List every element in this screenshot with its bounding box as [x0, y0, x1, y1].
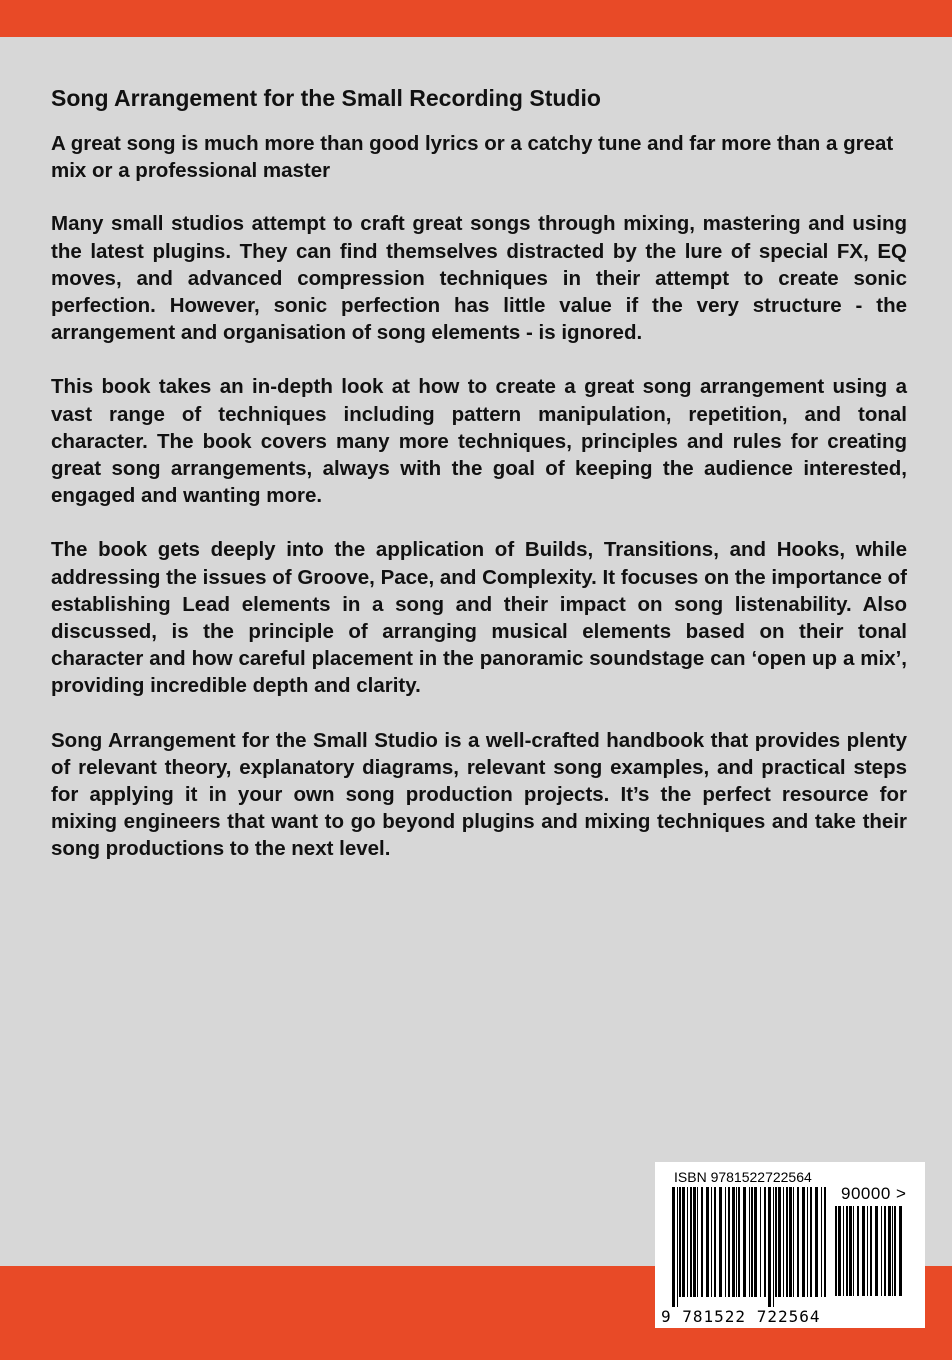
- price-code: 90000 >: [841, 1184, 907, 1203]
- book-title: Song Arrangement for the Small Recording Studio: [51, 85, 601, 111]
- barcode-bar: [862, 1206, 865, 1296]
- barcode-bar: [697, 1187, 698, 1297]
- barcode-bar: [749, 1187, 750, 1297]
- barcode-bar: [843, 1206, 844, 1296]
- barcode-bar: [786, 1187, 788, 1297]
- barcode-bar: [884, 1206, 886, 1296]
- top-color-band: [0, 0, 952, 37]
- description-paragraph-1: Many small studios attempt to craft great songs through mixing, mastering and using the latest plugins. They can find themselves distracted by the lure of special FX, EQ moves, and advanced compression techniques in their attempt to create sonic perfection. However, sonic perfection has little value if the very structure - the arrangement and organisation of song elements - is ignored.: [51, 212, 907, 345]
- barcode-bar: [764, 1187, 766, 1297]
- description-paragraph-2: This book takes an in-depth look at how to create a great song arrangement using a vast range of techniques including pattern manipulation, repetition, and tonal character. The book covers many more techniques, principles and rules for creating great song arrangements, always with the goal of keeping the audience interested, engaged and wanting more.: [51, 375, 907, 508]
- barcode-bar: [870, 1206, 872, 1296]
- description-paragraph-4: Song Arrangement for the Small Studio is a well-crafted handbook that provides plenty of relevant theory, explanatory diagrams, relevant song examples, and practical steps for applying it in your own song production projects. It’s the perfect resource for mixing engineers that want to go beyond plugins and mixing techniques and take their song productions to the next level.: [51, 728, 907, 861]
- barcode-bar: [899, 1206, 902, 1296]
- barcode-bar: [824, 1187, 826, 1297]
- barcode-bar: [690, 1187, 692, 1297]
- barcode-bar: [778, 1187, 781, 1297]
- ean-barcode-bars: [672, 1187, 832, 1307]
- barcode-bar: [706, 1187, 709, 1297]
- barcode-bar: [894, 1206, 896, 1296]
- addon-barcode-bars: [835, 1206, 910, 1306]
- barcode-bar: [687, 1187, 688, 1297]
- barcode-bar: [875, 1206, 878, 1296]
- barcode-bar: [732, 1187, 735, 1297]
- barcode-bar: [821, 1187, 822, 1297]
- barcode-bar: [807, 1187, 808, 1297]
- barcode-bar: [679, 1187, 681, 1297]
- barcode-bar: [857, 1206, 859, 1296]
- description-paragraph-3: The book gets deeply into the application of Builds, Transitions, and Hooks, while addressing the issues of Groove, Pace, and Complexity. It focuses on the importance of establishing Lead elements in a song and their impact on song listenability. Also discussed, is the principle of arranging musical elements based on their tonal character and how careful placement in the panoramic soundstage can ‘open up a mix’, providing incredible depth and clarity.: [51, 538, 907, 698]
- barcode-bar: [849, 1206, 852, 1296]
- barcode-bar: [838, 1206, 841, 1296]
- barcode-bar: [881, 1206, 882, 1296]
- barcode-bar: [892, 1206, 893, 1296]
- barcode-bar: [738, 1187, 740, 1297]
- barcode-bar: [711, 1187, 712, 1297]
- barcode-bar: [797, 1187, 799, 1297]
- barcode-bar: [719, 1187, 722, 1297]
- isbn-label: ISBN 9781522722564: [674, 1169, 812, 1185]
- barcode-bar: [810, 1187, 812, 1297]
- barcode-bar: [743, 1187, 746, 1297]
- barcode-bar: [701, 1187, 703, 1297]
- barcode-bar: [853, 1206, 854, 1296]
- barcode-bar: [760, 1187, 761, 1297]
- barcode-bar: [677, 1187, 678, 1307]
- barcode-bar: [783, 1187, 784, 1297]
- barcode-bar: [789, 1187, 792, 1297]
- barcode-bar: [888, 1206, 891, 1296]
- barcode-bar: [846, 1206, 848, 1296]
- barcode-bar: [728, 1187, 730, 1297]
- barcode-bar: [768, 1187, 771, 1307]
- barcode-bar: [815, 1187, 818, 1297]
- barcode-bar: [693, 1187, 696, 1297]
- ean-digits: 9 781522 722564: [661, 1307, 821, 1326]
- barcode-bar: [714, 1187, 716, 1297]
- barcode-bar: [773, 1187, 774, 1307]
- barcode-bar: [775, 1187, 777, 1297]
- barcode-bar: [754, 1187, 757, 1297]
- barcode-bar: [835, 1206, 837, 1296]
- barcode-bar: [751, 1187, 753, 1297]
- barcode-bar: [736, 1187, 737, 1297]
- barcode-bar: [725, 1187, 726, 1297]
- barcode-bar: [672, 1187, 675, 1307]
- barcode-bar: [802, 1187, 805, 1297]
- barcode-bar: [682, 1187, 685, 1297]
- tagline: A great song is much more than good lyrics or a catchy tune and far more than a great mix or a professional master: [51, 132, 894, 183]
- barcode-bar: [867, 1206, 868, 1296]
- barcode-bar: [793, 1187, 794, 1297]
- isbn-barcode: [655, 1162, 925, 1328]
- back-cover-text: [51, 82, 907, 890]
